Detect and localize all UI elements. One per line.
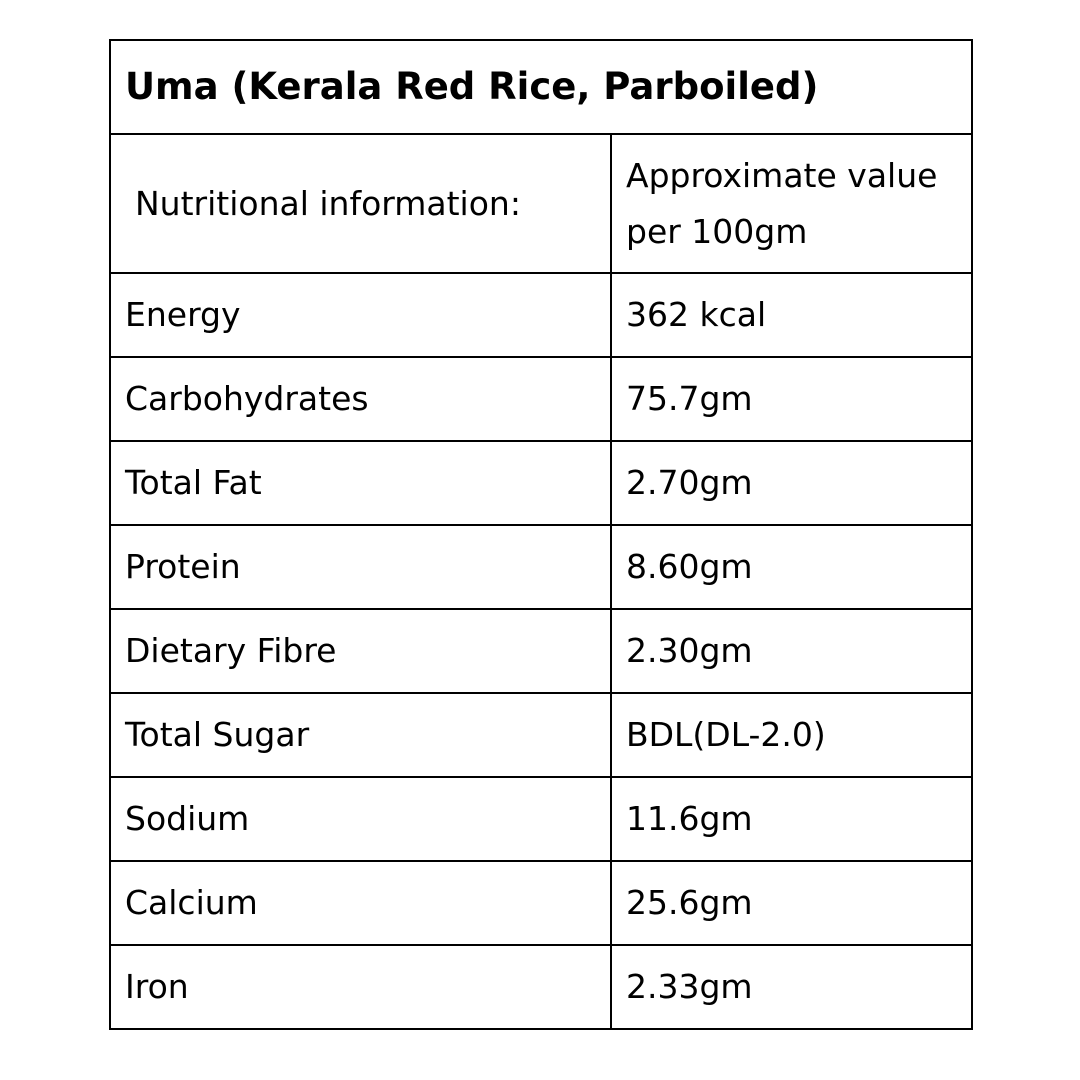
table-row xyxy=(110,441,972,525)
nutrient-value: 75.7gm xyxy=(611,357,972,441)
nutrient-value: 362 kcal xyxy=(611,273,972,357)
table-row xyxy=(110,609,972,693)
nutrient-name: Iron xyxy=(110,945,611,1029)
nutrient-name: Total Sugar xyxy=(110,693,611,777)
header-value: Approximate value per 100gm xyxy=(611,134,972,273)
title-row xyxy=(110,40,972,134)
table-row xyxy=(110,273,972,357)
table-row xyxy=(110,945,972,1029)
nutrient-value: 25.6gm xyxy=(611,861,972,945)
nutrient-name: Sodium xyxy=(110,777,611,861)
table-row xyxy=(110,357,972,441)
nutrient-name: Dietary Fibre xyxy=(110,609,611,693)
nutrition-table xyxy=(109,39,973,1030)
table-row xyxy=(110,693,972,777)
nutrient-name: Total Fat xyxy=(110,441,611,525)
nutrient-value: 2.70gm xyxy=(611,441,972,525)
nutrient-value: 2.30gm xyxy=(611,609,972,693)
nutrient-name: Energy xyxy=(110,273,611,357)
table-row xyxy=(110,525,972,609)
header-row xyxy=(110,134,972,273)
table-title: Uma (Kerala Red Rice, Parboiled) xyxy=(110,40,972,134)
nutrient-name: Protein xyxy=(110,525,611,609)
header-label: Nutritional information: xyxy=(110,134,611,273)
table-row xyxy=(110,777,972,861)
nutrient-value: 11.6gm xyxy=(611,777,972,861)
table-row xyxy=(110,861,972,945)
nutrient-value: BDL(DL-2.0) xyxy=(611,693,972,777)
nutrient-value: 8.60gm xyxy=(611,525,972,609)
nutrient-name: Carbohydrates xyxy=(110,357,611,441)
nutrient-value: 2.33gm xyxy=(611,945,972,1029)
nutrient-name: Calcium xyxy=(110,861,611,945)
